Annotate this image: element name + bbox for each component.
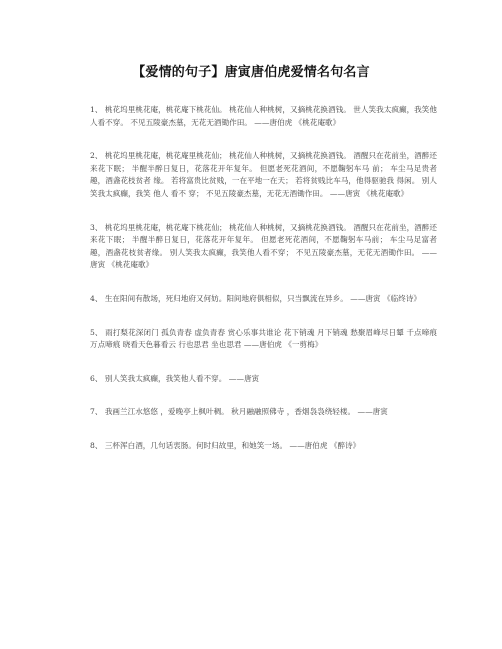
quote-paragraph-2: 2、 桃花坞里桃花庵，桃花庵里桃花仙； 桃花仙人种桃树，又摘桃花换酒钱。 酒醒只在花前坐，酒醉还来花下眠； 半醒半醉日复日，花落花开年复年。 但愿老死花酒间，不愿鞠躬车马 前； 车尘马足贵者趣，酒盏花枝贫者 缘。 若将富贵比贫贱，一在平地一在天； 若将贫贱比车马，他得驱驰我 得闲。 别人笑我太疯癫，我笑 他人 看不 穿； 不见五陵豪杰墓，无花无酒锄作田。 ——唐寅 《桃花庵歌》 — [90, 151, 437, 198]
document-title: 【爱情的句子】唐寅唐伯虎爱情名句名言 — [132, 65, 370, 80]
quote-paragraph-3: 3、 桃花坞里桃花庵，桃花庵下桃花仙； 桃花仙人种桃树，又摘桃花换酒钱。 酒醒只在花前坐，酒醉还来花下眠； 半醒半醉日复日，花落花开年复年。 但愿老死花酒间，不愿鞠躬车马前； 车尘马足富者趣，酒盏花枝贫者缘。 别人笑我太疯癫，我笑他人看不穿； 不见五陵豪杰墓，无花无酒锄作田。 ——唐寅 《桃花庵歌》 — [90, 222, 437, 270]
quote-paragraph-5: 5、 雨打梨花深闭门 孤负青春 虚负青春 赏心乐事共谁论 花下销魂 月下销魂 愁聚眉峰尽日颦 千点啼痕 万点啼痕 晓看天色暮看云 行也思君 坐也思君 ——唐伯虎 《一剪梅》 — [90, 327, 437, 350]
quote-paragraph-1: 1、 桃花坞里桃花庵，桃花庵下桃花仙。 桃花仙人种桃树，又摘桃花换酒钱。 世人笑我太疯癫，我笑他人看不穿。 不见五陵豪杰墓，无花无酒锄作田。 ——唐伯虎 《桃花庵歌》 — [90, 105, 437, 127]
quote-paragraph-4: 4、 生在阳间有散场，死归地府又何妨。阳间地府俱相似，只当飘流在异乡。 ——唐寅 《临终诗》 — [90, 293, 422, 303]
quote-paragraph-8: 8、 三杯浑白酒，几句话衷肠。何时归故里，和她笑一场。 ——唐伯虎 《醉诗》 — [90, 440, 361, 450]
quote-paragraph-7: 7、 我画兰江水悠悠 ，爱晚亭上枫叶稠。 秋月融融照佛寺 ，香烟袅袅绕轻楼。 ——唐寅 — [90, 407, 388, 417]
quote-paragraph-6: 6、 别人笑我太疯癫，我笑他人看不穿。 ——唐寅 — [90, 373, 260, 383]
document-body — [90, 104, 437, 474]
